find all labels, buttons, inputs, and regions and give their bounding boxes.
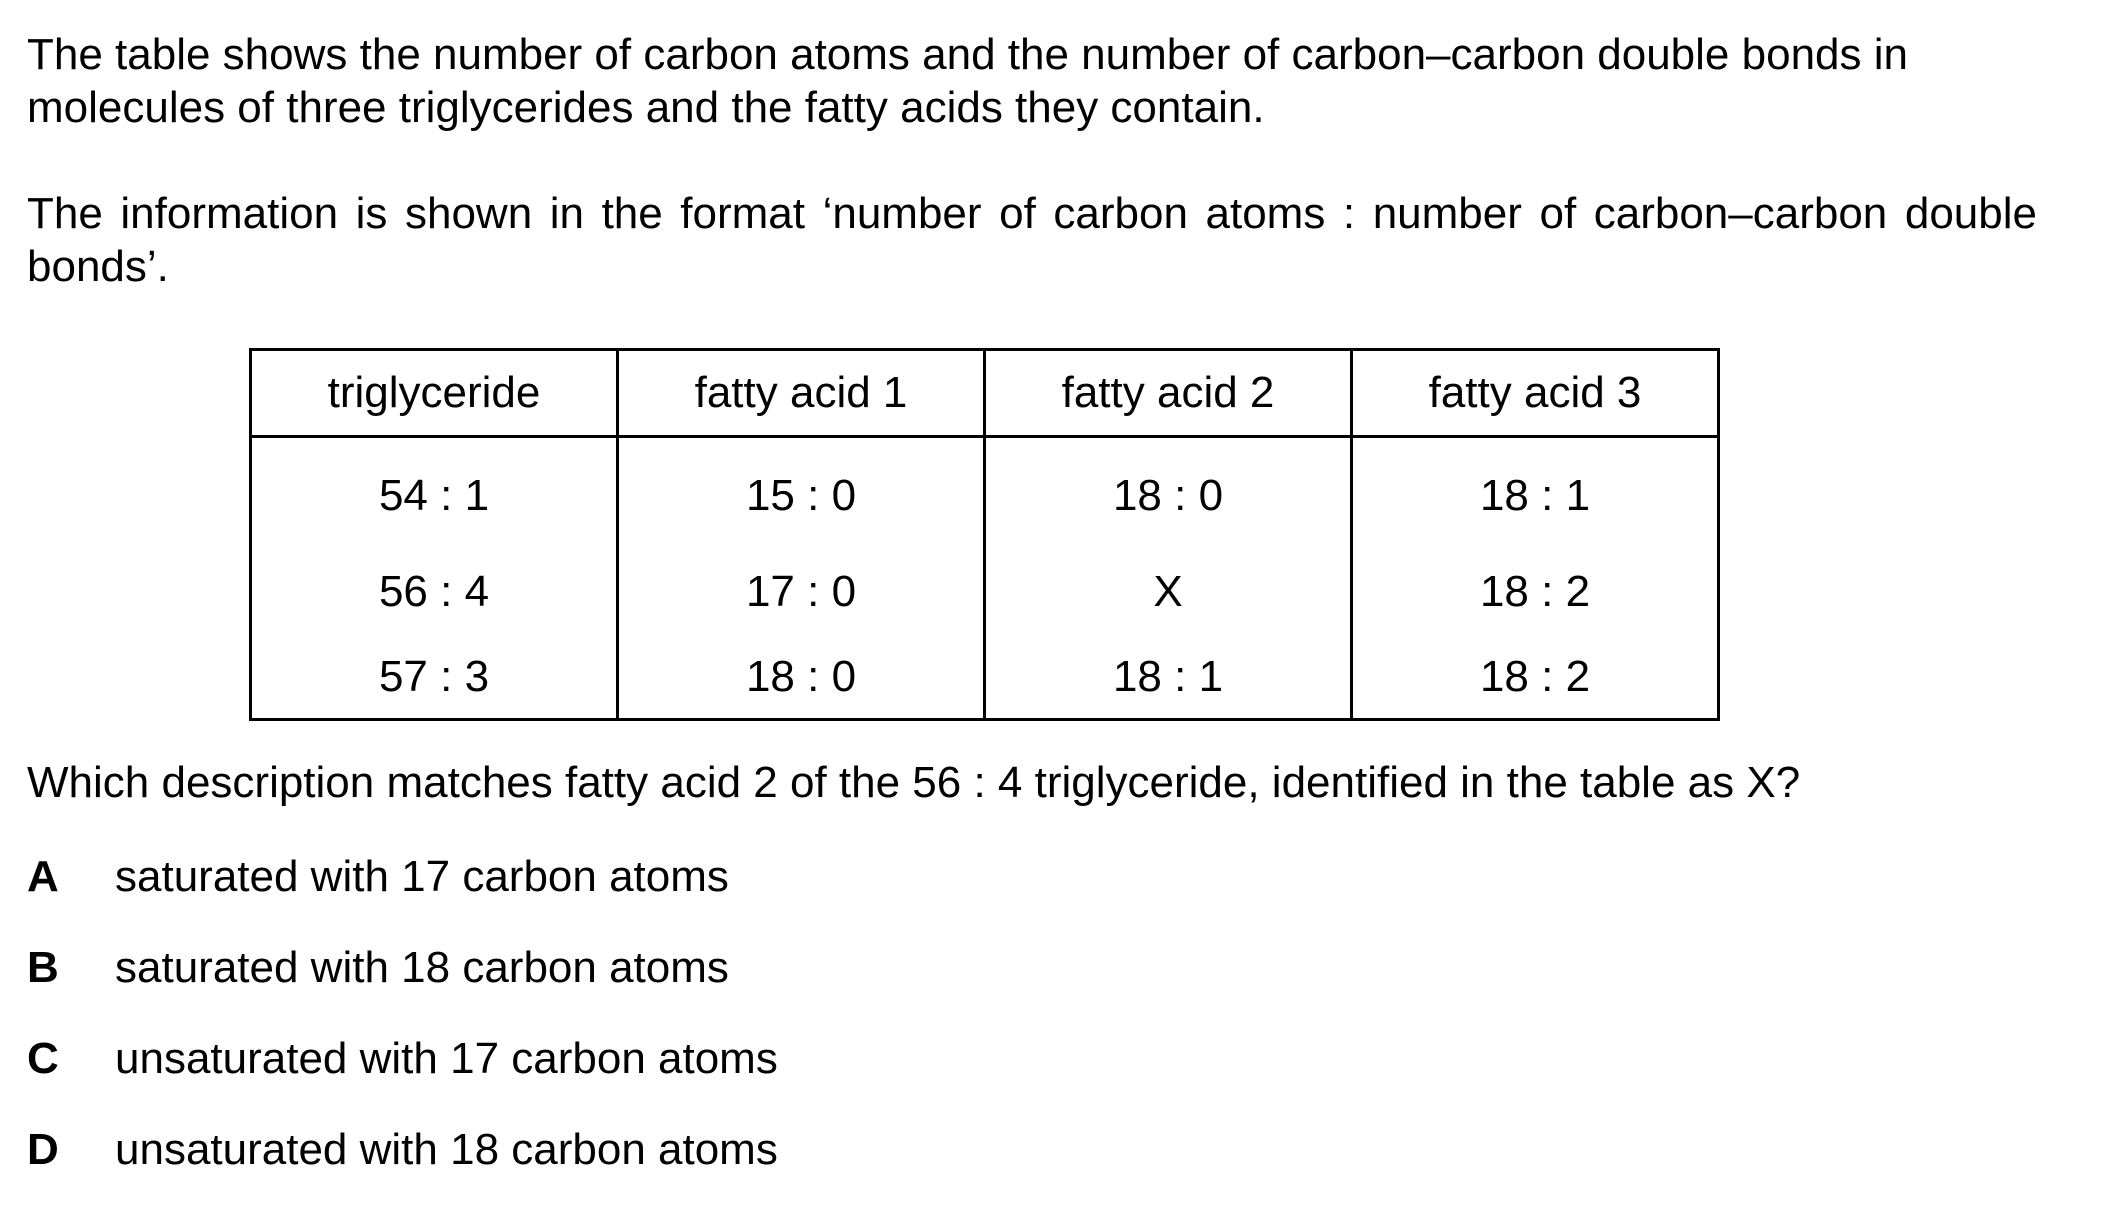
table-row	[251, 636, 1719, 720]
table-cell: 17 : 0	[618, 548, 985, 636]
header-fatty-acid-2: fatty acid 2	[985, 350, 1352, 437]
table-row	[251, 548, 1719, 636]
fatty-acid-table	[249, 348, 1720, 721]
table-cell: 18 : 0	[985, 437, 1352, 549]
option-c[interactable]	[27, 1034, 778, 1125]
table-cell: 54 : 1	[251, 437, 618, 549]
option-letter: A	[27, 852, 59, 901]
header-triglyceride: triglyceride	[251, 350, 618, 437]
table-cell: 18 : 2	[1352, 636, 1719, 720]
option-text: saturated with 17 carbon atoms	[115, 852, 729, 901]
option-d[interactable]	[27, 1125, 778, 1216]
intro-paragraph-2: The information is shown in the format ‘number of carbon atoms : number of carbon–carbon double bonds’.	[27, 189, 2037, 291]
question-text: Which description matches fatty acid 2 of the 56 : 4 triglyceride, identified in the table as X?	[27, 758, 1801, 807]
table-cell: 18 : 0	[618, 636, 985, 720]
intro-paragraph-1: The table shows the number of carbon atoms and the number of carbon–carbon double bonds in molecules of three triglycerides and the fatty acids they contain.	[27, 30, 1908, 132]
table-cell: 15 : 0	[618, 437, 985, 549]
option-letter: B	[27, 943, 59, 992]
header-fatty-acid-3: fatty acid 3	[1352, 350, 1719, 437]
option-text: unsaturated with 17 carbon atoms	[115, 1034, 778, 1083]
option-b[interactable]	[27, 943, 778, 1034]
answer-options	[27, 852, 778, 1216]
option-text: unsaturated with 18 carbon atoms	[115, 1125, 778, 1174]
option-text: saturated with 18 carbon atoms	[115, 943, 729, 992]
option-letter: C	[27, 1034, 59, 1083]
option-letter: D	[27, 1125, 59, 1174]
table-cell: 18 : 1	[1352, 437, 1719, 549]
table-cell: 18 : 2	[1352, 548, 1719, 636]
table-cell: 57 : 3	[251, 636, 618, 720]
table-cell-x: X	[985, 548, 1352, 636]
table-cell: 56 : 4	[251, 548, 618, 636]
option-a[interactable]	[27, 852, 778, 943]
table-cell: 18 : 1	[985, 636, 1352, 720]
header-fatty-acid-1: fatty acid 1	[618, 350, 985, 437]
table-header-row	[251, 350, 1719, 437]
table-row	[251, 437, 1719, 549]
